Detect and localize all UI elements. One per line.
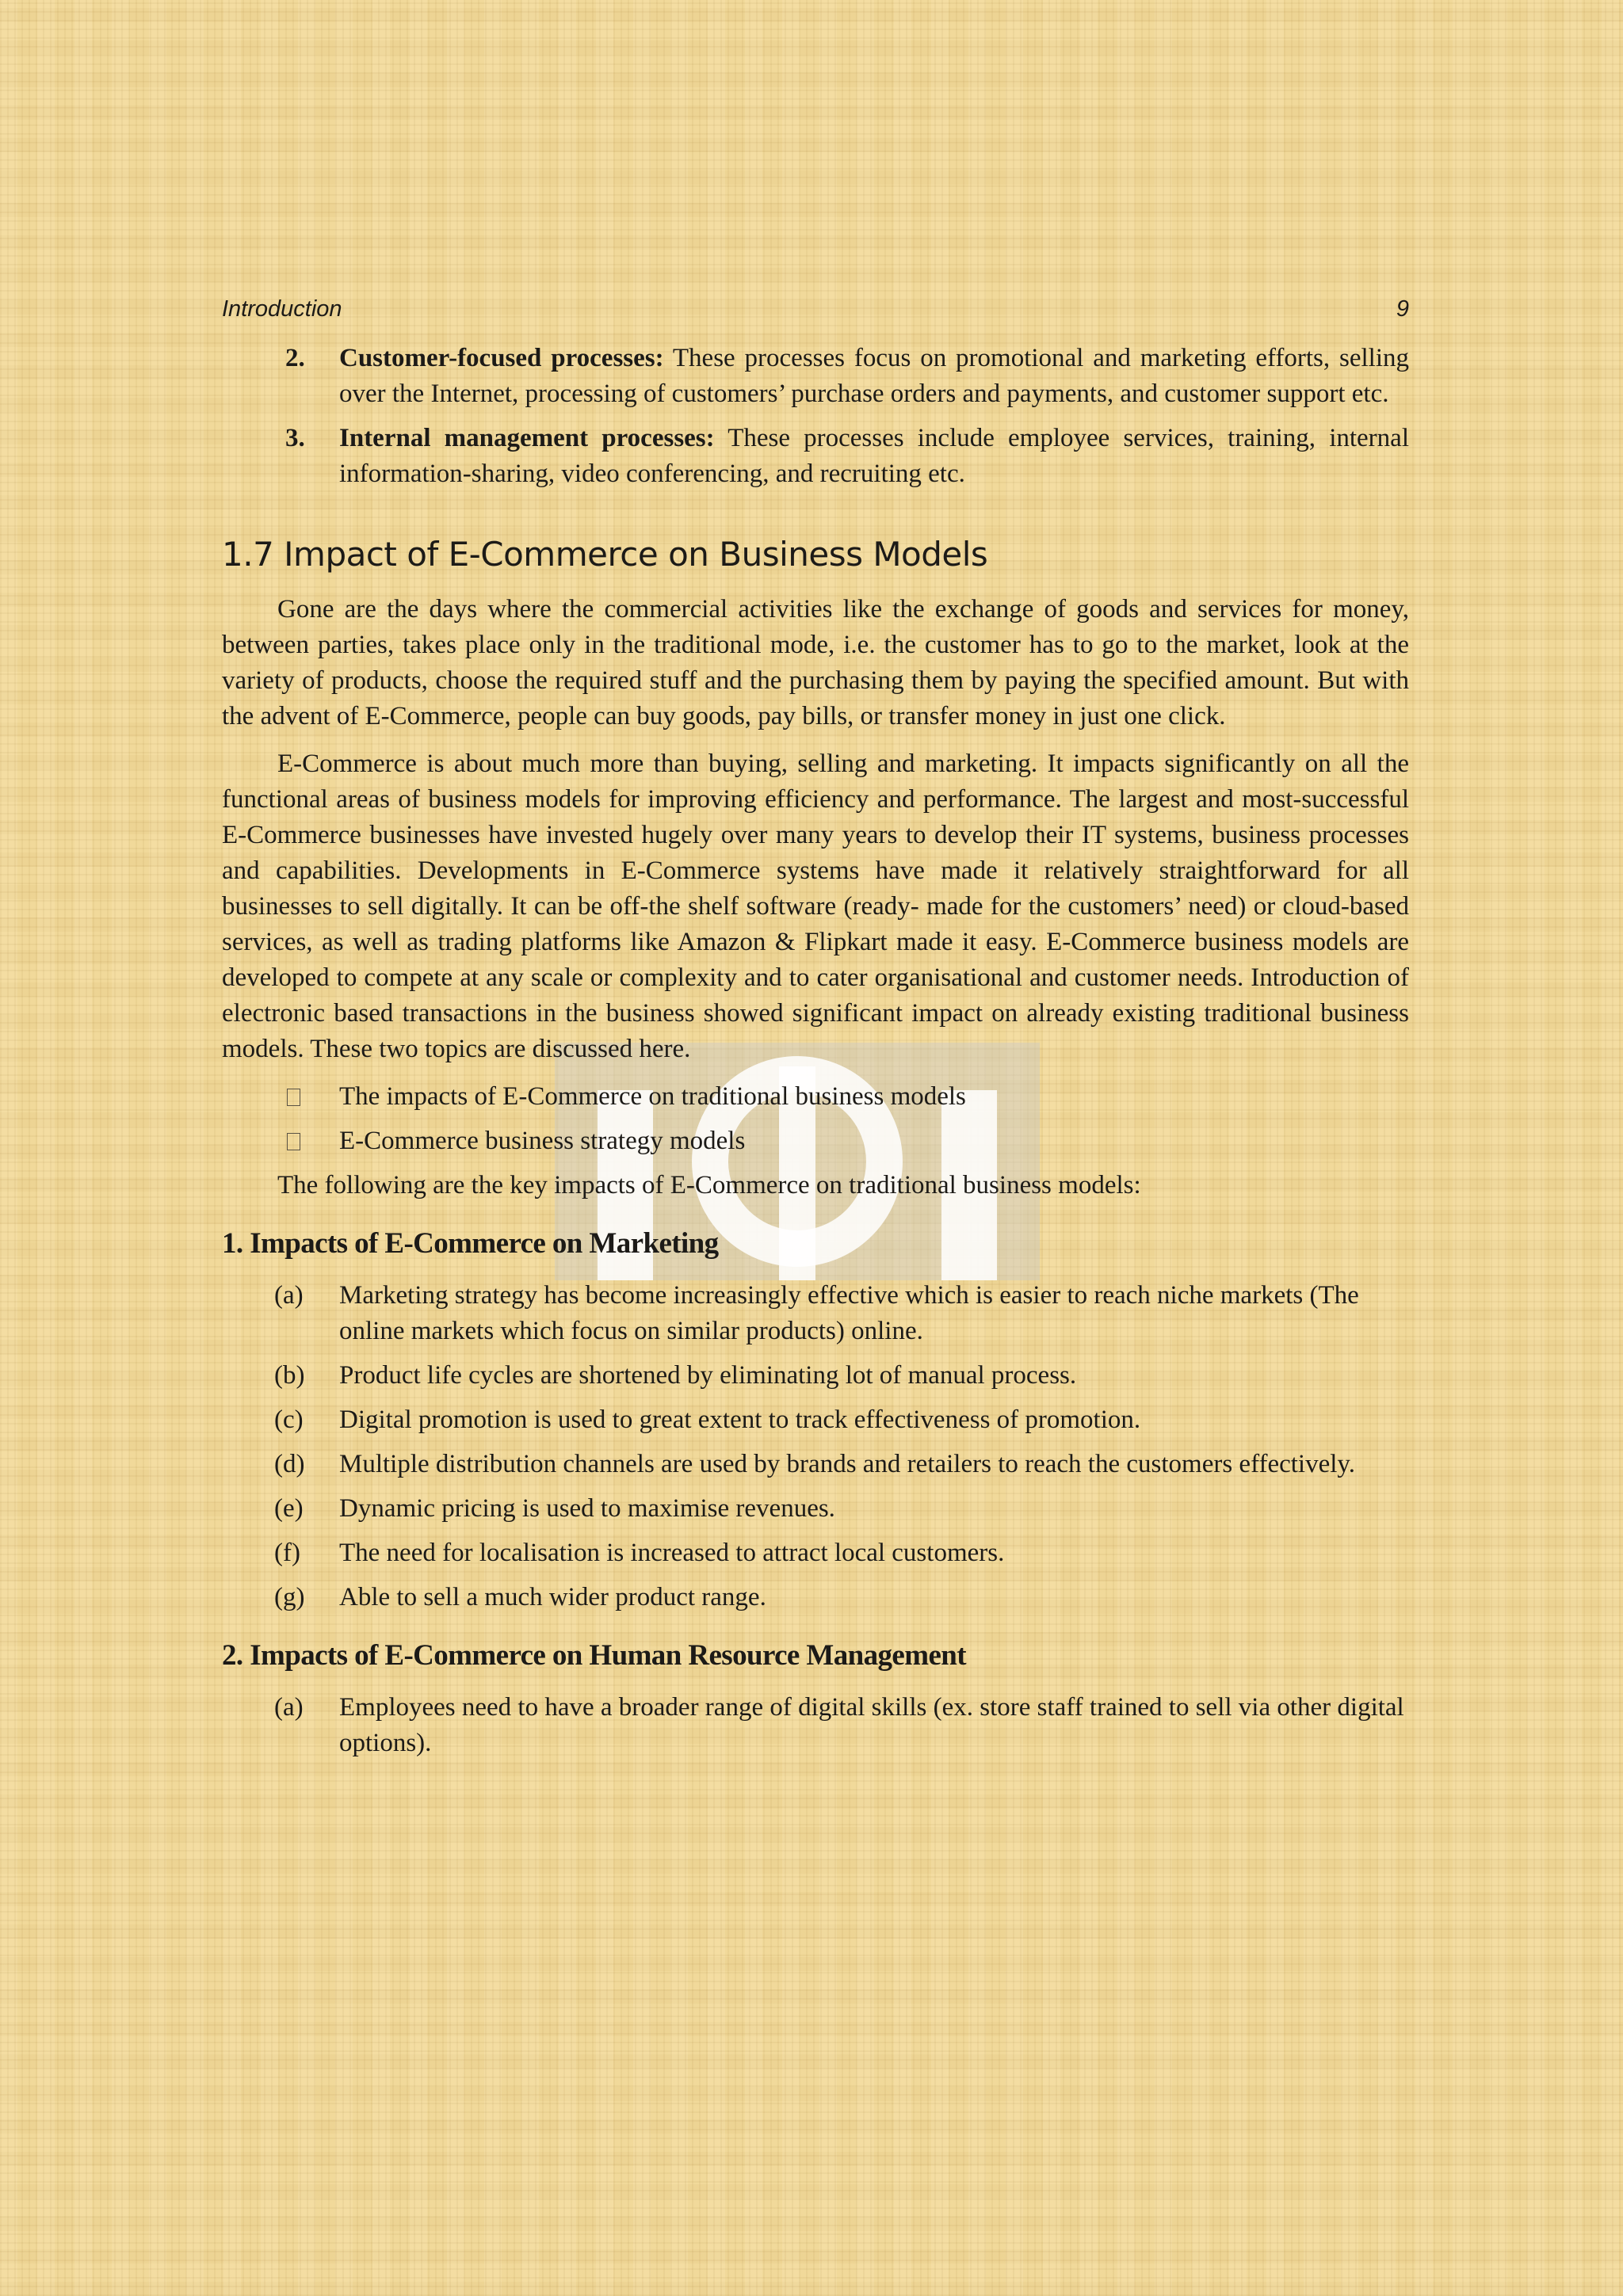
item-text: Able to sell a much wider product range. — [339, 1583, 766, 1611]
bullet-item — [222, 1123, 1409, 1159]
list-item — [222, 1358, 1409, 1394]
item-label: (c) — [274, 1405, 304, 1434]
bullet-text: E-Commerce business strategy models — [339, 1127, 746, 1155]
item-text: Employees need to have a broader range of digital skills (ex. store staff trained to sell via other digital options). — [339, 1693, 1404, 1757]
document-page — [222, 295, 1409, 1770]
item-label: (d) — [274, 1450, 305, 1478]
item-label: (a) — [274, 1281, 304, 1310]
item-label: (a) — [274, 1693, 304, 1722]
running-header — [222, 295, 1409, 323]
page-number: 9 — [1396, 296, 1409, 322]
item-lead: Customer-focused processes: — [339, 344, 664, 372]
subsection-heading-hrm: 2. Impacts of E-Commerce on Human Resource Management — [222, 1639, 966, 1672]
item-text: These processes include employee services, training, internal information-sharing, video conferencing, and recruiting etc. — [339, 424, 1409, 488]
bullet-box-icon — [287, 1133, 300, 1150]
numbered-item — [222, 421, 1409, 492]
item-text: Dynamic pricing is used to maximise revenues. — [339, 1494, 835, 1523]
item-text: Multiple distribution channels are used by brands and retailers to reach the customers effectively. — [339, 1450, 1356, 1478]
bullet-text: The impacts of E-Commerce on traditional business models — [339, 1082, 966, 1111]
item-text: Marketing strategy has become increasingly effective which is easier to reach niche markets (The online markets which focus on similar products) online. — [339, 1281, 1359, 1345]
subsection-heading-marketing: 1. Impacts of E-Commerce on Marketing — [222, 1227, 719, 1260]
list-item — [222, 1580, 1409, 1615]
item-label: (f) — [274, 1539, 300, 1567]
item-text: Product life cycles are shortened by eliminating lot of manual process. — [339, 1361, 1077, 1390]
item-number: 3. — [285, 424, 305, 452]
item-lead: Internal management processes: — [339, 424, 715, 452]
item-label: (b) — [274, 1361, 305, 1390]
list-item — [222, 1402, 1409, 1438]
lead-in-text: The following are the key impacts of E-Commerce on traditional business models: — [277, 1171, 1141, 1199]
running-title: Introduction — [222, 296, 342, 322]
body-paragraph: Gone are the days where the commercial activities like the exchange of goods and services for money, between parties, takes place only in the traditional mode, i.e. the customer has to go to the market, look at the variety of products, choose the required stuff and the purchasing them by paying the specified amount. But with the advent of E-Commerce, people can buy goods, pay bills, or transfer money in just one click. — [222, 595, 1409, 730]
item-number: 2. — [285, 344, 305, 372]
numbered-item — [222, 341, 1409, 412]
list-item — [222, 1690, 1409, 1761]
section-heading: 1.7 Impact of E-Commerce on Business Models — [222, 535, 988, 574]
list-item — [222, 1278, 1409, 1349]
bullet-box-icon — [287, 1089, 300, 1106]
list-item — [222, 1491, 1409, 1527]
body-paragraph: E-Commerce is about much more than buying, selling and marketing. It impacts significantly on all the functional areas of business models for improving efficiency and performance. The largest and most-successful E-Commerce businesses have invested hugely over many years to develop their IT systems, business processes and capabilities. Developments in E-Commerce systems have made it relatively straightforward for all businesses to sell digitally. It can be off-the shelf software (ready- made for the customers’ need) or cloud-based services, as well as trading platforms like Amazon & Flipkart made it easy. E-Commerce business models are developed to compete at any scale or complexity and to cater organisational and customer needs. Introduction of electronic based transactions in the business showed significant impact on already existing traditional business models. These two topics are discussed here. — [222, 749, 1409, 1063]
list-item — [222, 1535, 1409, 1571]
item-label: (g) — [274, 1583, 305, 1611]
bullet-item — [222, 1079, 1409, 1115]
list-item — [222, 1447, 1409, 1482]
item-label: (e) — [274, 1494, 304, 1523]
item-text: The need for localisation is increased to attract local customers. — [339, 1539, 1005, 1567]
item-text: Digital promotion is used to great extent to track effectiveness of promotion. — [339, 1405, 1141, 1434]
item-text: These processes focus on promotional and marketing efforts, selling over the Internet, processing of customers’ purchase orders and payments, and customer support etc. — [339, 344, 1409, 408]
